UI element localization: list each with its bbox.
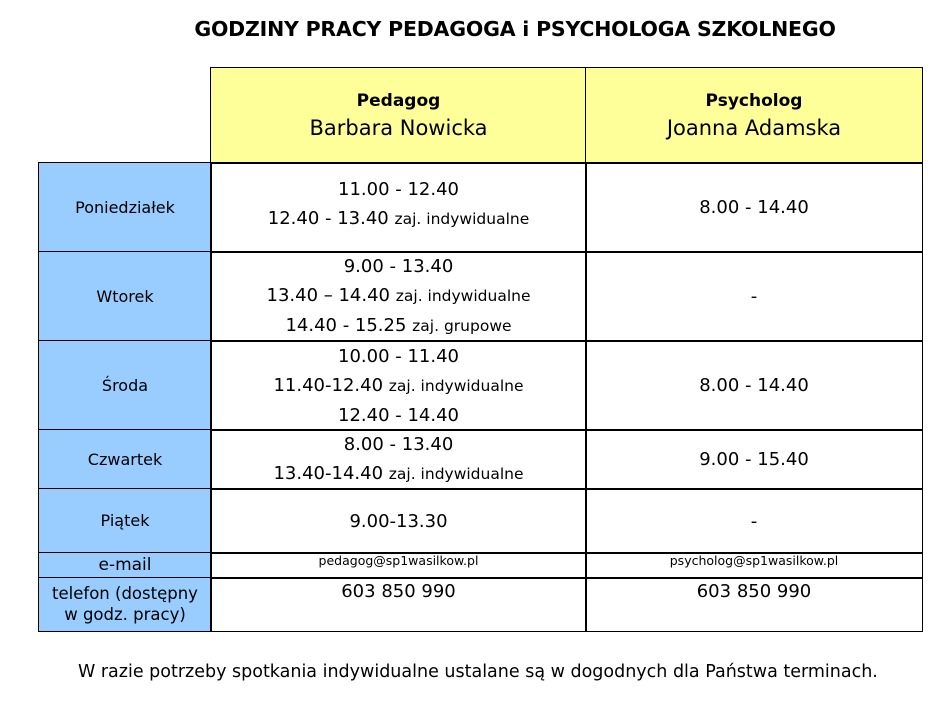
header-role: Pedagog [356, 90, 441, 111]
psycholog-hours-cell: - [585, 488, 923, 554]
psycholog-phone: 603 850 990 [585, 577, 923, 632]
time-line: 14.40 - 15.25 zaj. grupowe [285, 315, 512, 336]
pedagog-email: pedagog@sp1wasilkow.pl [210, 552, 587, 579]
psycholog-hours-cell: 8.00 - 14.40 [585, 340, 923, 431]
pedagog-hours-cell [210, 429, 587, 490]
time-line: 11.40-12.40 zaj. indywidualne [273, 374, 524, 396]
pedagog-hours-cell [210, 251, 587, 342]
phone-label-cell [38, 577, 212, 632]
header-psycholog [585, 67, 923, 164]
psycholog-email: psycholog@sp1wasilkow.pl [585, 552, 923, 579]
pedagog-phone: 603 850 990 [210, 577, 587, 632]
time-line: 13.40-14.40 zaj. indywidualne [273, 463, 524, 484]
day-cell: Wtorek [38, 251, 212, 342]
email-label-cell: e-mail [38, 552, 212, 579]
footer-note: W razie potrzeby spotkania indywidualne ustalane są w dogodnych dla Państwa terminach. [78, 662, 878, 682]
page-title: GODZINY PRACY PEDAGOGA i PSYCHOLOGA SZKOLNEGO [194, 17, 836, 41]
pedagog-hours-cell: 9.00-13.30 [210, 488, 587, 554]
header-name: Joanna Adamska [666, 115, 842, 140]
time-line: 12.40 - 13.40 zaj. indywidualne [267, 208, 530, 229]
time-line: 13.40 – 14.40 zaj. indywidualne [266, 285, 531, 306]
day-cell: Poniedziałek [38, 162, 212, 253]
psycholog-hours-cell: - [585, 251, 923, 342]
time-line: 11.00 - 12.40 [338, 179, 459, 200]
day-cell: Środa [38, 340, 212, 431]
header-pedagog [210, 67, 587, 164]
psycholog-hours-cell: 8.00 - 14.40 [585, 162, 923, 253]
day-cell: Czwartek [38, 429, 212, 490]
header-role: Psycholog [705, 90, 803, 111]
phone-label: telefon (dostępny w godz. pracy) [52, 583, 198, 624]
pedagog-hours-cell [210, 340, 587, 431]
time-line: 9.00 - 13.40 [343, 256, 454, 277]
header-name: Barbara Nowicka [309, 115, 488, 140]
day-cell: Piątek [38, 488, 212, 554]
time-line: 10.00 - 11.40 [338, 345, 459, 367]
time-line: 8.00 - 13.40 [343, 434, 454, 455]
pedagog-hours-cell [210, 162, 587, 253]
time-line: 12.40 - 14.40 [338, 404, 459, 426]
psycholog-hours-cell: 9.00 - 15.40 [585, 429, 923, 490]
